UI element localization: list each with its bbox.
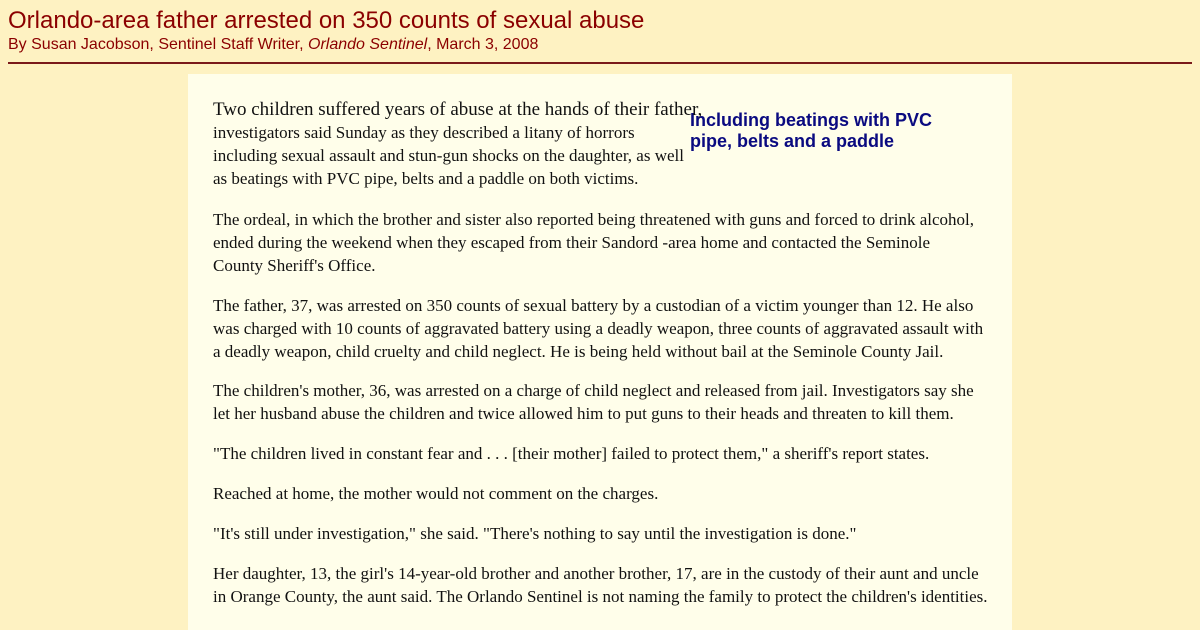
article-paragraph-lead bbox=[213, 98, 703, 190]
byline-publication: Orlando Sentinel bbox=[308, 36, 428, 53]
lead-line: Two children suffered years of abuse at the hands of their father, bbox=[213, 99, 703, 120]
article-paragraph: The children's mother, 36, was arrested on a charge of child neglect and released from jail. Investigators say she let her husband abuse the children and twice allowed him to put guns to their heads and threaten to kill them. bbox=[213, 381, 974, 423]
article-paragraph: "It's still under investigation," she said. "There's nothing to say until the investigation is done." bbox=[213, 524, 857, 543]
article-body bbox=[188, 74, 1012, 630]
byline-date: , March 3, 2008 bbox=[427, 36, 539, 53]
lead-line: investigators said Sunday as they described a litany of horrors bbox=[213, 123, 635, 142]
article-paragraph: Her daughter, 13, the girl's 14-year-old brother and another brother, 17, are in the custody of their aunt and uncle in Orange County, the aunt said. The Orlando Sentinel is not naming the family to protect the children's identities. bbox=[213, 564, 988, 606]
lead-line: as beatings with PVC pipe, belts and a paddle on both victims. bbox=[213, 169, 639, 188]
article-paragraph: Reached at home, the mother would not comment on the charges. bbox=[213, 484, 659, 503]
byline bbox=[8, 35, 538, 55]
pull-quote: Including beatings with PVC pipe, belts and a paddle bbox=[690, 110, 933, 151]
article-paragraph: The father, 37, was arrested on 350 counts of sexual battery by a custodian of a victim younger than 12. He also was charged with 10 counts of aggravated battery using a deadly weapon, three counts of aggravated assault with a deadly weapon, child cruelty and child neglect. He is being held without bail at the Seminole County Jail. bbox=[213, 296, 984, 361]
article-paragraph: The ordeal, in which the brother and sister also reported being threatened with guns and forced to drink alcohol, ended during the weekend when they escaped from their Sandord -area home and contacted the Seminole County Sheriff's Office. bbox=[213, 210, 974, 275]
header-divider bbox=[8, 62, 1192, 64]
lead-line: including sexual assault and stun-gun shocks on the daughter, as well bbox=[213, 146, 684, 165]
byline-author: By Susan Jacobson, Sentinel Staff Writer, bbox=[8, 36, 309, 53]
article-paragraph: "The children lived in constant fear and . . . [their mother] failed to protect them," a sheriff's report states. bbox=[213, 444, 930, 463]
headline: Orlando-area father arrested on 350 counts of sexual abuse bbox=[8, 7, 645, 34]
